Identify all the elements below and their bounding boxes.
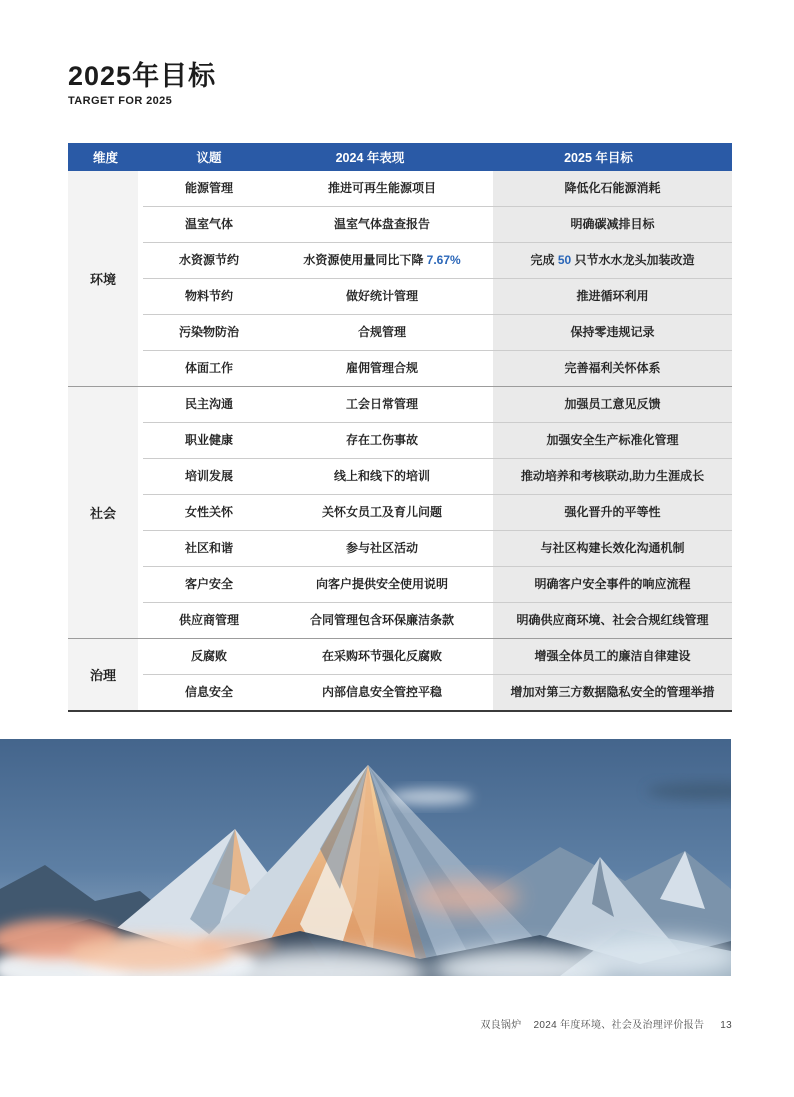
highlight-value: 50 xyxy=(557,253,572,268)
table-row xyxy=(143,278,732,314)
mountain-illustration xyxy=(0,739,731,976)
target-2025-cell: 加强员工意见反馈 xyxy=(493,387,732,422)
dimension-label: 社会 xyxy=(68,387,138,638)
title-block xyxy=(68,60,216,107)
target-2025-cell: 明确客户安全事件的响应流程 xyxy=(493,567,732,602)
performance-2024-cell: 线上和线下的培训 xyxy=(333,469,430,484)
issue-cell: 培训发展 xyxy=(184,469,233,484)
performance-2024-cell: 向客户提供安全使用说明 xyxy=(315,577,448,592)
target-2025-cell: 与社区构建长效化沟通机制 xyxy=(493,531,732,566)
table-row xyxy=(143,602,732,638)
table-row xyxy=(143,422,732,458)
table-row xyxy=(143,206,732,242)
dimension-label: 环境 xyxy=(68,171,138,386)
table-row xyxy=(143,387,732,422)
table-row xyxy=(143,458,732,494)
target-2025-cell: 完善福利关怀体系 xyxy=(493,351,732,386)
target-2025-cell: 增强全体员工的廉洁自律建设 xyxy=(493,639,732,674)
target-2025-cell: 增加对第三方数据隐私安全的管理举措 xyxy=(493,675,732,710)
table-row xyxy=(143,350,732,386)
performance-2024-cell: 合规管理 xyxy=(357,325,406,340)
table-row xyxy=(143,674,732,710)
table-row xyxy=(143,566,732,602)
performance-2024-cell: 参与社区活动 xyxy=(345,541,418,556)
dimension-group xyxy=(68,386,732,638)
performance-2024-cell: 在采购环节强化反腐败 xyxy=(321,649,442,664)
highlight-value: 7.67% xyxy=(426,253,461,268)
performance-2024-cell: 内部信息安全管控平稳 xyxy=(321,685,442,700)
table-row xyxy=(143,242,732,278)
footer-brand: 双良锅炉 xyxy=(480,1020,522,1031)
column-header-1: 议题 xyxy=(196,151,222,165)
performance-2024-cell: 推进可再生能源项目 xyxy=(327,181,436,196)
mountain-photo xyxy=(0,739,731,976)
table-row xyxy=(143,639,732,674)
target-2025-cell: 降低化石能源消耗 xyxy=(493,171,732,206)
issue-cell: 信息安全 xyxy=(184,685,233,700)
table-row xyxy=(143,171,732,206)
table-row xyxy=(143,494,732,530)
target-2025-cell: 明确碳减排目标 xyxy=(493,207,732,242)
issue-cell: 女性关怀 xyxy=(184,505,233,520)
performance-2024-cell: 存在工伤事故 xyxy=(345,433,418,448)
issue-cell: 物料节约 xyxy=(184,289,233,304)
performance-2024-cell: 雇佣管理合规 xyxy=(345,361,418,376)
performance-2024-cell: 合同管理包含环保廉洁条款 xyxy=(309,613,454,628)
performance-2024-cell: 工会日常管理 xyxy=(345,397,418,412)
target-2025-cell: 加强安全生产标准化管理 xyxy=(493,423,732,458)
performance-2024-cell: 水资源使用量同比下降 7.67% xyxy=(303,253,461,268)
table-row xyxy=(143,314,732,350)
target-2025-cell: 完成 50 只节水水龙头加装改造 xyxy=(493,243,732,278)
table-body xyxy=(68,171,732,710)
target-2025-cell: 保持零违规记录 xyxy=(493,315,732,350)
dimension-label: 治理 xyxy=(68,639,138,710)
issue-cell: 水资源节约 xyxy=(178,253,239,268)
performance-2024-cell: 做好统计管理 xyxy=(345,289,418,304)
issue-cell: 体面工作 xyxy=(184,361,233,376)
footer-page-number: 13 xyxy=(720,1020,732,1031)
table-row xyxy=(143,530,732,566)
column-header-0: 维度 xyxy=(92,151,118,165)
column-header-2: 2024 年表现 xyxy=(335,151,405,165)
esg-target-table xyxy=(68,143,732,712)
target-2025-cell: 推进循环利用 xyxy=(493,279,732,314)
issue-cell: 供应商管理 xyxy=(178,613,239,628)
page-footer xyxy=(480,1016,732,1031)
dimension-group xyxy=(68,638,732,710)
dimension-group xyxy=(68,171,732,386)
performance-2024-cell: 温室气体盘查报告 xyxy=(333,217,430,232)
target-2025-cell: 强化晋升的平等性 xyxy=(493,495,732,530)
target-2025-cell: 明确供应商环境、社会合规红线管理 xyxy=(493,603,732,638)
table-header-row xyxy=(68,143,732,171)
target-2025-cell: 推动培养和考核联动,助力生涯成长 xyxy=(493,459,732,494)
performance-2024-cell: 关怀女员工及育儿问题 xyxy=(321,505,442,520)
issue-cell: 反腐败 xyxy=(190,649,227,664)
issue-cell: 民主沟通 xyxy=(184,397,233,412)
issue-cell: 温室气体 xyxy=(184,217,233,232)
issue-cell: 社区和谐 xyxy=(184,541,233,556)
column-header-3: 2025 年目标 xyxy=(564,151,633,165)
issue-cell: 客户安全 xyxy=(184,577,233,592)
footer-report-title: 2024 年度环境、社会及治理评价报告 xyxy=(533,1020,705,1031)
issue-cell: 职业健康 xyxy=(184,433,233,448)
issue-cell: 能源管理 xyxy=(184,181,233,196)
page-subtitle: TARGET FOR 2025 xyxy=(68,95,173,107)
page-title: 2025年目标 xyxy=(68,61,217,91)
issue-cell: 污染物防治 xyxy=(178,325,239,340)
